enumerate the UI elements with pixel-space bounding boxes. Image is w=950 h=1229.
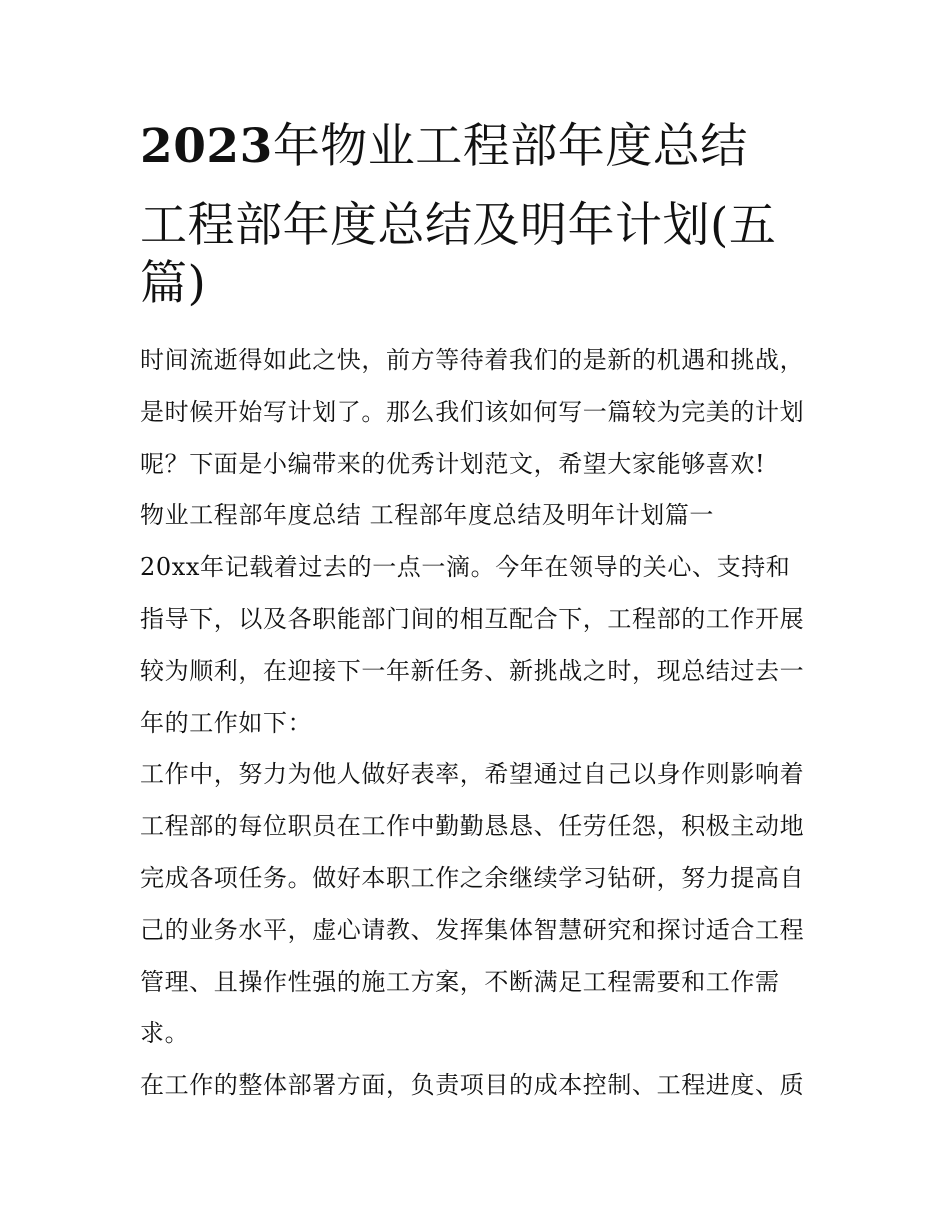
title-line-1	[140, 118, 812, 176]
section-heading: 物业工程部年度总结 工程部年度总结及明年计划篇一	[140, 501, 715, 530]
intro-paragraph: 时间流逝得如此之快，前方等待着我们的是新的机遇和挑战，是时候开始写计划了。那么我们该如何写一篇较为完美的计划呢？下面是小编带来的优秀计划范文，希望大家能够喜欢!	[140, 346, 805, 478]
title-main: 年物业工程部年度总结	[272, 119, 748, 174]
body-paragraph: 工作中，努力为他人做好表率，希望通过自己以身作则影响着工程部的每位职员在工作中勤勤恳恳、任劳任怨，积极主动地完成各项任务。做好本职工作之余继续学习钻研，努力提高自己的业务水平，虚心请教、发挥集体智慧研究和探讨适合工程管理、且操作性强的施工方案，不断满足工程需要和工作需求。	[140, 760, 805, 1048]
body-paragraph: 在工作的整体部署方面，负责项目的成本控制、工程进度、质	[140, 1071, 805, 1100]
document-body	[140, 335, 812, 1112]
title-line-2: 工程部年度总结及明年计划(五篇)	[140, 198, 777, 311]
title-year: 2023	[140, 119, 273, 174]
body-paragraph: 20xx年记载着过去的一点一滴。今年在领导的关心、支持和指导下，以及各职能部门间的相互配合下，工程部的工作开展较为顺利，在迎接下一年新任务、新挑战之时，现总结过去一年的工作如下：	[140, 553, 805, 737]
document-page	[140, 118, 812, 1112]
document-title	[140, 118, 812, 313]
